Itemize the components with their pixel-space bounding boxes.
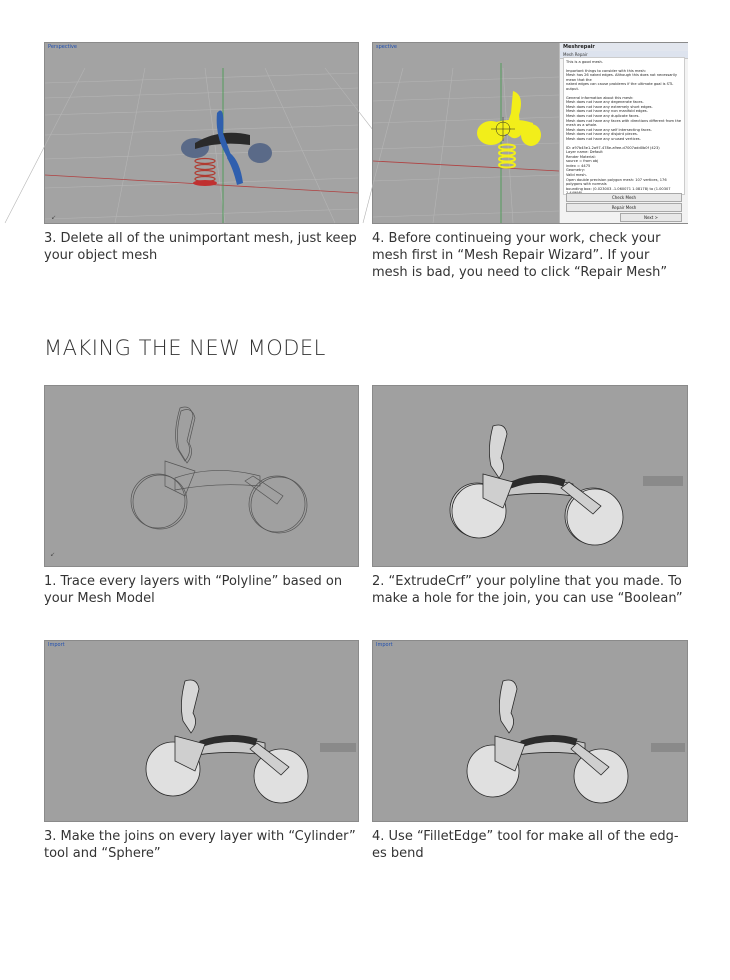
- mesh-repair-panel: [559, 43, 688, 223]
- next-button[interactable]: Next >: [620, 213, 682, 222]
- viewport-label[interactable]: Import: [48, 642, 65, 648]
- viewport-label[interactable]: spective: [376, 44, 397, 50]
- report-line: index = 4475: [566, 163, 591, 168]
- viewport-cylinder[interactable]: [44, 640, 359, 822]
- report-line: Geometry:: [566, 168, 585, 173]
- caption-mesh-repair: 4. Before continueing your work, check your mesh first in “Mesh Repair Wizard”. If your mesh is bad, you need to click “Repair Mesh”: [372, 231, 668, 280]
- caption-fillet: 4. Use “FilletEdge” tool for make all of the edg-es bend: [372, 829, 679, 861]
- viewport-perspective-mesh[interactable]: [44, 42, 359, 224]
- report-line: source = from obj: [566, 159, 599, 164]
- report-line: Mesh does not have any extremely short edges.: [566, 104, 653, 109]
- cylinder-scene: [45, 641, 358, 821]
- viewport-mesh-repair[interactable]: [372, 42, 688, 224]
- report-line: ID: a97b45e1-2a97-478e-a9ee-d7007add0b0f (423): [566, 145, 660, 150]
- viewport-extrude[interactable]: [372, 385, 688, 567]
- report-line: Layer name: Default: [566, 150, 603, 155]
- extrude-scene: [373, 386, 687, 566]
- check-mesh-button[interactable]: Check Mesh: [566, 193, 682, 202]
- section-title: MAKING THE NEW MODEL: [44, 336, 326, 360]
- report-line: naked edges can cause problems if the ultimate goal is STL output.: [566, 82, 674, 91]
- mesh-repair-scene: [373, 43, 559, 223]
- svg-text:↙: ↙: [50, 551, 56, 558]
- viewport-polyline[interactable]: [44, 385, 359, 567]
- caption-delete-mesh: 3. Delete all of the unimportant mesh, just keep your object mesh: [44, 231, 357, 263]
- svg-text:↙: ↙: [51, 214, 57, 221]
- viewport-fillet[interactable]: [372, 640, 688, 822]
- report-line: Mesh does not have any degenerate faces.: [566, 100, 644, 105]
- report-line: General information about this mesh:: [566, 95, 634, 100]
- report-line: Mesh does not have any self intersecting faces.: [566, 127, 652, 132]
- report-line: Important things to consider with this mesh:: [566, 68, 646, 73]
- caption-cylinder: 3. Make the joins on every layer with “Cylinder” tool and “Sphere”: [44, 829, 356, 861]
- polyline-scene: [45, 386, 358, 566]
- report-line: Mesh does not have any duplicate faces.: [566, 113, 640, 118]
- report-line: Mesh does not have any non manifold edges.: [566, 109, 648, 114]
- report-line: Open double precision polygon mesh: 107 vertices, 176 polygons with normals: [566, 177, 667, 187]
- caption-extrude: 2. “ExtrudeCrf” your polyline that you made. To make a hole for the join, you can use “Boolean”: [372, 574, 683, 606]
- report-line: bounding box: (0.023003 -1.060071 1.08178) to (1.00307: [566, 186, 671, 191]
- viewport-label[interactable]: Import: [376, 642, 393, 648]
- panel-title: Meshrepair: [560, 43, 688, 51]
- report-line: Valid mesh.: [566, 173, 587, 178]
- perspective-scene: [45, 43, 358, 223]
- report-line: Mesh has 26 naked edges. Although this does not necessarily mean that the: [566, 73, 678, 82]
- caption-polyline: 1. Trace every layers with “Polyline” based on your Mesh Model: [44, 574, 343, 606]
- report-line: This is a good mesh.: [566, 60, 603, 64]
- panel-tab-mesh-repair[interactable]: Mesh Repair: [560, 51, 688, 59]
- report-line: Mesh does not have any faces with directions different from the mesh as a whole.: [566, 118, 682, 128]
- mesh-report: [563, 57, 685, 195]
- viewport-label[interactable]: Perspective: [48, 44, 77, 50]
- repair-mesh-button[interactable]: Repair Mesh: [566, 203, 682, 212]
- report-line: Mesh does not have any disjoint pieces.: [566, 132, 638, 137]
- fillet-scene: [373, 641, 687, 821]
- report-line: Render Material:: [566, 154, 596, 159]
- report-line: Mesh does not have any unused vertices.: [566, 136, 641, 141]
